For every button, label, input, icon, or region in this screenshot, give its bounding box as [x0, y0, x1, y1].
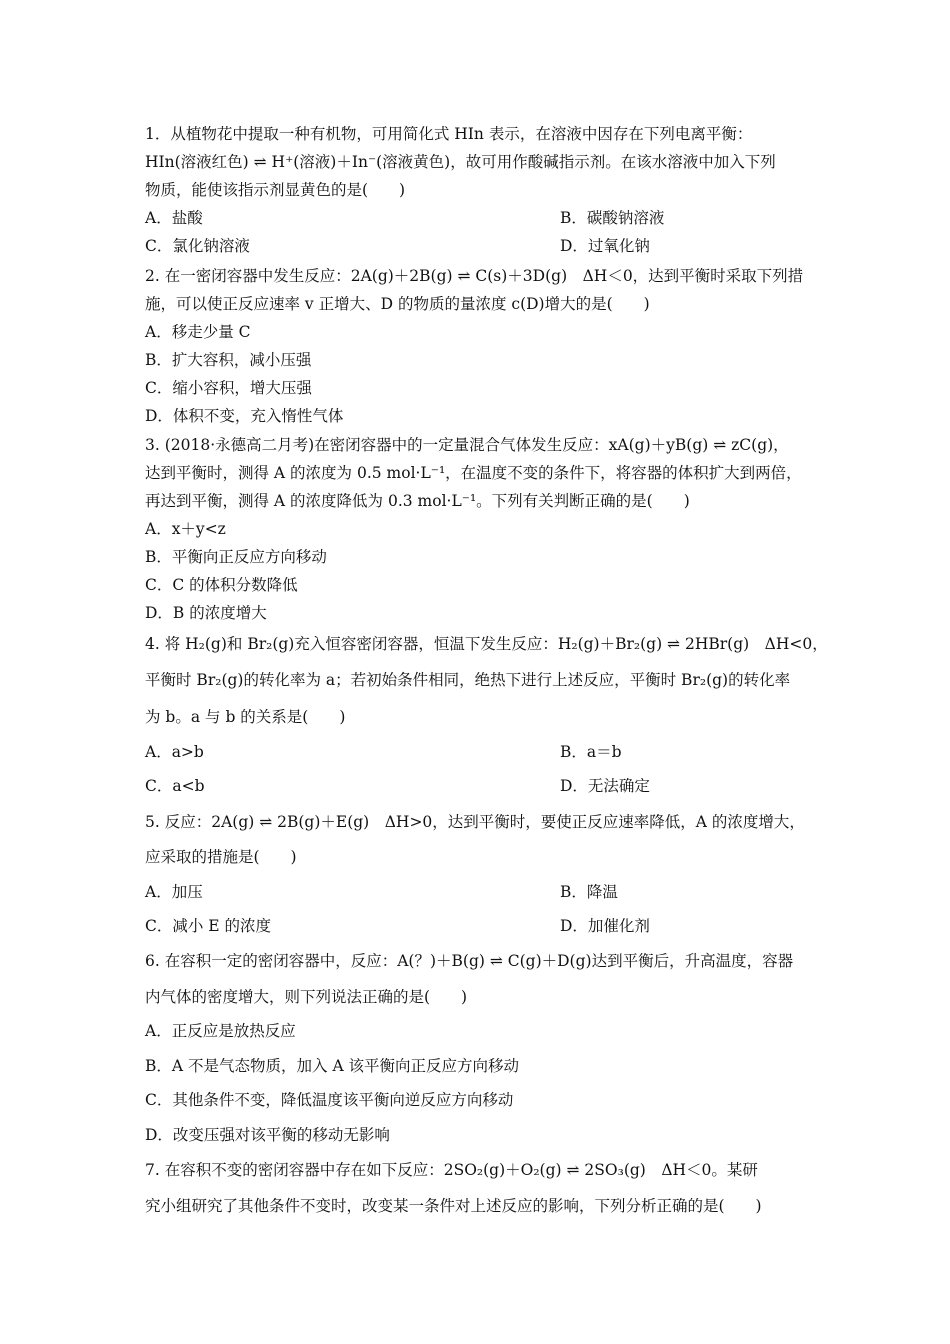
q4-option-c: C．a<b: [145, 777, 205, 795]
q5-option-b: B．降温: [560, 883, 618, 901]
q4-options-row1: [145, 742, 815, 762]
q4-stem-line2: 平衡时 Br₂(g)的转化率为 a；若初始条件相同，绝热下进行上述反应，平衡时 Br₂(g)的转化率: [145, 671, 791, 689]
q7-stem-line1: 7. 在容积不变的密闭容器中存在如下反应：2SO₂(g)＋O₂(g) ⇌ 2SO₃(g) ΔH＜0。某研: [145, 1161, 758, 1179]
q2-option-b: B．扩大容积，减小压强: [145, 351, 312, 369]
q4-options-row2: [145, 776, 815, 796]
q4-option-d: D．无法确定: [560, 777, 650, 795]
q1-option-b: B．碳酸钠溶液: [560, 209, 665, 227]
q4-option-a: A．a>b: [145, 743, 204, 761]
q5-options-row2: [145, 916, 815, 936]
q4-stem-line3: 为 b。a 与 b 的关系是( ): [145, 708, 346, 726]
q6-stem-line2: 内气体的密度增大，则下列说法正确的是( ): [145, 988, 468, 1006]
q1-options-row2: [145, 236, 815, 256]
q3-option-a: A．x＋y<z: [145, 520, 226, 538]
q2-option-d: D．体积不变，充入惰性气体: [145, 407, 344, 425]
q6-option-d: D．改变压强对该平衡的移动无影响: [145, 1126, 390, 1144]
q3-stem-line2: 达到平衡时，测得 A 的浓度为 0.5 mol·L⁻¹，在温度不变的条件下，将容器的体积扩大到两倍，: [145, 464, 802, 482]
q6-option-a: A．正反应是放热反应: [145, 1022, 296, 1040]
q1-stem-line3: 物质，能使该指示剂显黄色的是( ): [145, 181, 406, 199]
q4-stem-line1: 4. 将 H₂(g)和 Br₂(g)充入恒容密闭容器，恒温下发生反应：H₂(g)＋Br₂(g) ⇌ 2HBr(g) ΔH<0，: [145, 635, 828, 653]
q5-option-d: D．加催化剂: [560, 917, 650, 935]
q3-option-b: B．平衡向正反应方向移动: [145, 548, 327, 566]
q4-option-b: B．a＝b: [560, 743, 622, 761]
q7-stem-line2: 究小组研究了其他条件不变时，改变某一条件对上述反应的影响，下列分析正确的是( ): [145, 1197, 762, 1215]
q5-options-row1: [145, 882, 815, 902]
q5-stem-line2: 应采取的措施是( ): [145, 848, 297, 866]
q3-stem-line3: 再达到平衡，测得 A 的浓度降低为 0.3 mol·L⁻¹。下列有关判断正确的是( ): [145, 492, 690, 510]
q3-stem-line1: 3. (2018·永德高二月考)在密闭容器中的一定量混合气体发生反应：xA(g)＋yB(g) ⇌ zC(g)，: [145, 436, 789, 454]
q1-option-a: A．盐酸: [145, 209, 203, 227]
q5-option-a: A．加压: [145, 883, 203, 901]
q2-option-c: C．缩小容积，增大压强: [145, 379, 312, 397]
q5-option-c: C．减小 E 的浓度: [145, 917, 272, 935]
q6-option-c: C．其他条件不变，降低温度该平衡向逆反应方向移动: [145, 1091, 514, 1109]
q1-options-row1: [145, 208, 815, 228]
q6-option-b: B．A 不是气态物质，加入 A 该平衡向正反应方向移动: [145, 1057, 520, 1075]
q1-option-c: C．氯化钠溶液: [145, 237, 250, 255]
q1-stem-line2: HIn(溶液红色) ⇌ H⁺(溶液)＋In⁻(溶液黄色)，故可用作酸碱指示剂。在该水溶液中加入下列: [145, 153, 776, 171]
q5-stem-line1: 5. 反应：2A(g) ⇌ 2B(g)＋E(g) ΔH>0，达到平衡时，要使正反应速率降低，A 的浓度增大，: [145, 813, 805, 831]
q3-option-d: D．B 的浓度增大: [145, 604, 267, 622]
q1-stem-line1: 1．从植物花中提取一种有机物，可用简化式 HIn 表示，在溶液中因存在下列电离平衡：: [145, 125, 753, 143]
q6-stem-line1: 6. 在容积一定的密闭容器中，反应：A(？)＋B(g) ⇌ C(g)＋D(g)达到平衡后，升高温度，容器: [145, 952, 794, 970]
q2-stem-line1: 2. 在一密闭容器中发生反应：2A(g)＋2B(g) ⇌ C(s)＋3D(g) ΔH＜0，达到平衡时采取下列措: [145, 267, 804, 285]
q2-stem-line2: 施，可以使正反应速率 v 正增大、D 的物质的量浓度 c(D)增大的是( ): [145, 295, 650, 313]
q2-option-a: A．移走少量 C: [145, 323, 251, 341]
q1-option-d: D．过氧化钠: [560, 237, 650, 255]
q3-option-c: C．C 的体积分数降低: [145, 576, 298, 594]
